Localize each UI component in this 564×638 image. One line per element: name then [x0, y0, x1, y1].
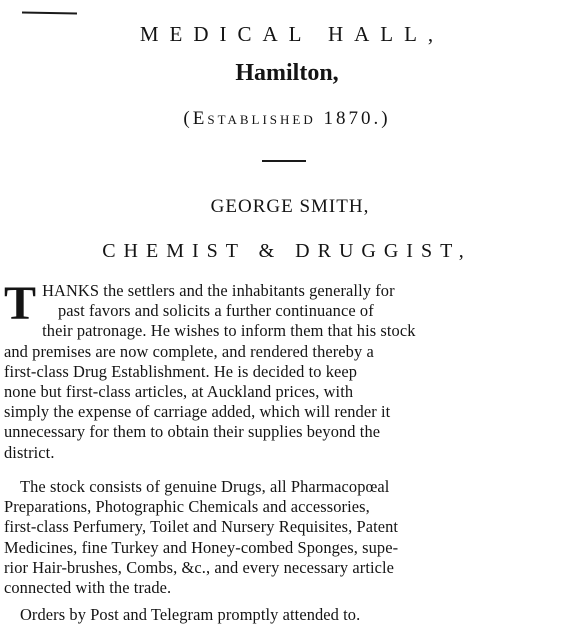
text-line: connected with the trade. [4, 578, 172, 598]
text-line: HANKS the settlers and the inhabitants generally for [42, 281, 395, 300]
text-line: past favors and solicits a further continuance of [58, 301, 374, 321]
text-line: first-class Drug Establishment. He is decided to keep [4, 361, 358, 381]
paragraph-intro [4, 277, 556, 463]
top-rule [22, 12, 77, 15]
drop-cap: T [4, 277, 37, 330]
text-line: their patronage. He wishes to inform them that his stock [42, 321, 416, 341]
text-line: and premises are now complete, and rendered thereby a [4, 341, 374, 361]
established-word: Established [192, 108, 316, 129]
text-line: Medicines, fine Turkey and Honey-combed Sponges, supe- [4, 537, 399, 557]
text-line: unnecessary for them to obtain their supplies beyond the [4, 422, 381, 442]
text-line: rior Hair-brushes, Combs, &c., and every necessary article [4, 557, 395, 577]
established-year: 1870. [323, 108, 382, 129]
section-rule [262, 160, 306, 162]
text-line: district. [4, 442, 55, 462]
text-line: Preparations, Photographic Chemicals and accessories, [4, 497, 370, 517]
business-title: MEDICAL HALL, [139, 22, 445, 46]
text-line: The stock consists of genuine Drugs, all Pharmacopœal [20, 477, 390, 496]
town-name: Hamilton, [235, 60, 339, 86]
established-line: (Established 1870.) [183, 108, 391, 129]
text-line: none but first-class articles, at Auckland prices, with [4, 382, 354, 402]
profession: CHEMIST & DRUGGIST, [102, 240, 472, 262]
paragraph-stock [4, 477, 556, 598]
paragraph-orders [4, 605, 556, 625]
text-line: first-class Perfumery, Toilet and Nursery Requisites, Patent [4, 517, 399, 537]
text-line: Orders by Post and Telegram promptly attended to. [20, 605, 361, 624]
text-line: simply the expense of carriage added, which will render it [4, 402, 391, 422]
proprietor-name: GEORGE SMITH, [210, 196, 370, 217]
